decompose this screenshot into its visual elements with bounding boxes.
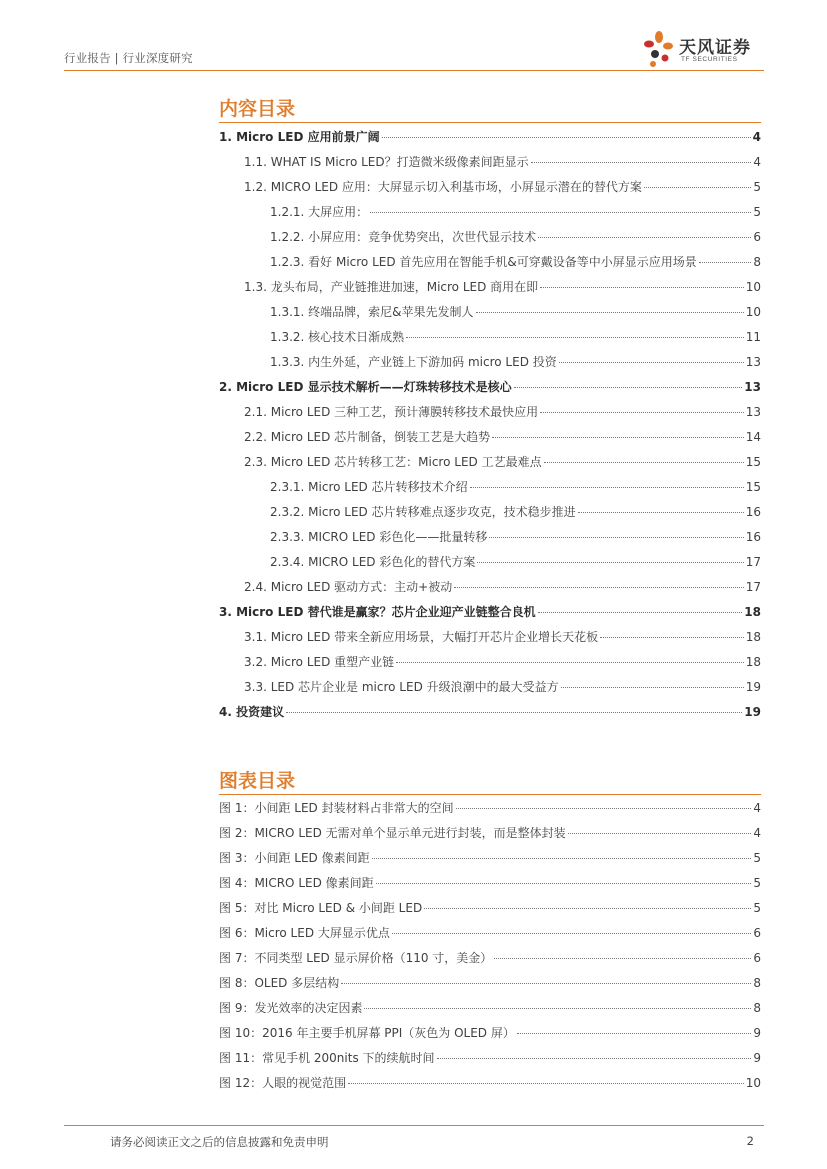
dot-leader — [540, 286, 744, 288]
entry-title: 1.2. MICRO LED 应用：大屏显示切入利基市场，小屏显示潜在的替代方案 — [244, 180, 642, 194]
figure-entry[interactable] — [219, 971, 761, 996]
entry-title: 1.1. WHAT IS Micro LED？打造微米级像素间距显示 — [244, 155, 529, 169]
entry-page-number: 11 — [745, 330, 761, 344]
dot-leader — [489, 536, 743, 538]
entry-title: 2.3. Micro LED 芯片转移工艺：Micro LED 工艺最难点 — [244, 455, 542, 469]
dot-leader — [372, 857, 752, 859]
entry-page-number: 13 — [745, 405, 761, 419]
entry-title: 4. 投资建议 — [219, 705, 285, 719]
toc-entry[interactable] — [219, 300, 761, 325]
figure-entry[interactable] — [219, 921, 761, 946]
entry-title: 图 1：小间距 LED 封装材料占非常大的空间 — [219, 801, 454, 815]
entry-page-number: 9 — [753, 1026, 761, 1040]
entry-page-number: 5 — [753, 901, 761, 915]
entry-title: 1.3.1. 终端品牌，索尼&苹果先发制人 — [270, 305, 474, 319]
toc-entry[interactable] — [219, 225, 761, 250]
toc-entry[interactable] — [219, 550, 761, 575]
entry-title: 图 6：Micro LED 大屏显示优点 — [219, 926, 390, 940]
dot-leader — [286, 711, 742, 713]
toc-entry[interactable] — [219, 325, 761, 350]
dot-leader — [492, 436, 744, 438]
dot-leader — [392, 932, 751, 934]
dot-leader — [494, 957, 751, 959]
toc-entry[interactable] — [219, 125, 761, 150]
toc-entry[interactable] — [219, 250, 761, 275]
logo-chinese-name: 天风证券 — [679, 38, 751, 58]
figures-list — [219, 796, 761, 1096]
entry-page-number: 13 — [744, 380, 761, 394]
entry-title: 2.3.3. MICRO LED 彩色化——批量转移 — [270, 530, 488, 544]
entry-page-number: 15 — [745, 455, 761, 469]
dot-leader — [476, 311, 744, 313]
figure-entry[interactable] — [219, 1021, 761, 1046]
figure-entry[interactable] — [219, 821, 761, 846]
entry-page-number: 15 — [745, 480, 761, 494]
dot-leader — [561, 686, 744, 688]
toc-entry[interactable] — [219, 275, 761, 300]
entry-title: 2.2. Micro LED 芯片制备，倒装工艺是大趋势 — [244, 430, 491, 444]
entry-page-number: 19 — [744, 705, 761, 719]
toc-entry[interactable] — [219, 425, 761, 450]
figure-entry[interactable] — [219, 896, 761, 921]
header-breadcrumb: 行业报告 | 行业深度研究 — [64, 51, 193, 65]
entry-title: 图 12：人眼的视觉范围 — [219, 1076, 347, 1090]
entry-page-number: 6 — [753, 926, 761, 940]
dot-leader — [514, 386, 743, 388]
entry-title: 3.2. Micro LED 重塑产业链 — [244, 655, 395, 669]
entry-page-number: 19 — [745, 680, 761, 694]
entry-page-number: 18 — [744, 605, 761, 619]
entry-title: 2.3.2. Micro LED 芯片转移难点逐步攻克，技术稳步推进 — [270, 505, 576, 519]
contents-title: 内容目录 — [219, 98, 296, 120]
entry-page-number: 18 — [745, 630, 761, 644]
toc-entry[interactable] — [219, 575, 761, 600]
entry-page-number: 4 — [753, 826, 761, 840]
dot-leader — [477, 561, 743, 563]
entry-title: 图 10：2016 年主要手机屏幕 PPI（灰色为 OLED 屏） — [219, 1026, 515, 1040]
contents-title-rule — [219, 122, 761, 123]
entry-title: 3.3. LED 芯片企业是 micro LED 升级浪潮中的最大受益方 — [244, 680, 559, 694]
entry-page-number: 17 — [745, 580, 761, 594]
dot-leader — [406, 336, 744, 338]
dot-leader — [348, 1082, 744, 1084]
toc-entry[interactable] — [219, 150, 761, 175]
toc-entry[interactable] — [219, 600, 761, 625]
entry-title: 图 11：常见手机 200nits 下的续航时间 — [219, 1051, 435, 1065]
entry-title: 图 7：不同类型 LED 显示屏价格（110 寸，美金） — [219, 951, 493, 965]
dot-leader — [456, 807, 752, 809]
toc-entry[interactable] — [219, 200, 761, 225]
dot-leader — [544, 461, 744, 463]
entry-page-number: 4 — [752, 130, 761, 144]
dot-leader — [538, 611, 743, 613]
page-number: 2 — [746, 1134, 754, 1148]
dot-leader — [538, 236, 751, 238]
dot-leader — [370, 211, 751, 213]
logo-english-name: TF SECURITIES — [681, 56, 738, 63]
entry-page-number: 5 — [753, 851, 761, 865]
entry-title: 2.3.1. Micro LED 芯片转移技术介绍 — [270, 480, 468, 494]
entry-title: 图 3：小间距 LED 像素间距 — [219, 851, 370, 865]
entry-page-number: 8 — [753, 255, 761, 269]
dot-leader — [531, 161, 752, 163]
company-logo — [641, 30, 761, 70]
dot-leader — [644, 186, 751, 188]
entry-title: 2. Micro LED 显示技术解析——灯珠转移技术是核心 — [219, 380, 512, 394]
entry-page-number: 8 — [753, 976, 761, 990]
dot-leader — [454, 586, 744, 588]
dot-leader — [699, 261, 752, 263]
toc-entry[interactable] — [219, 175, 761, 200]
dot-leader — [396, 661, 744, 663]
figures-title-rule — [219, 794, 761, 795]
dot-leader — [437, 1057, 752, 1059]
entry-title: 1.2.3. 看好 Micro LED 首先应用在智能手机&可穿戴设备等中小屏显示应用场景 — [270, 255, 697, 269]
entry-title: 图 9：发光效率的决定因素 — [219, 1001, 363, 1015]
dot-leader — [600, 636, 744, 638]
entry-title: 2.1. Micro LED 三种工艺，预计薄膜转移技术最快应用 — [244, 405, 539, 419]
toc-entry[interactable] — [219, 525, 761, 550]
entry-page-number: 5 — [753, 180, 761, 194]
entry-page-number: 18 — [745, 655, 761, 669]
figure-entry[interactable] — [219, 996, 761, 1021]
entry-title: 2.4. Micro LED 驱动方式：主动+被动 — [244, 580, 453, 594]
dot-leader — [578, 511, 744, 513]
toc-entry[interactable] — [219, 700, 761, 725]
entry-page-number: 17 — [745, 555, 761, 569]
toc-entry[interactable] — [219, 350, 761, 375]
entry-title: 1.3.2. 核心技术日渐成熟 — [270, 330, 405, 344]
entry-page-number: 13 — [745, 355, 761, 369]
entry-page-number: 16 — [745, 505, 761, 519]
figure-entry[interactable] — [219, 846, 761, 871]
toc-entry[interactable] — [219, 500, 761, 525]
entry-title: 1.2.1. 大屏应用： — [270, 205, 369, 219]
contents-list — [219, 125, 761, 725]
entry-page-number: 10 — [745, 1076, 761, 1090]
toc-entry[interactable] — [219, 675, 761, 700]
toc-entry[interactable] — [219, 400, 761, 425]
dot-leader — [568, 832, 752, 834]
dot-leader — [376, 882, 752, 884]
toc-entry[interactable] — [219, 650, 761, 675]
entry-title: 1. Micro LED 应用前景广阔 — [219, 130, 380, 144]
toc-entry[interactable] — [219, 475, 761, 500]
entry-page-number: 16 — [745, 530, 761, 544]
dot-leader — [559, 361, 744, 363]
entry-title: 1.2.2. 小屏应用：竞争优势突出，次世代显示技术 — [270, 230, 537, 244]
footer-disclaimer: 请务必阅读正文之后的信息披露和免责申明 — [110, 1135, 329, 1149]
entry-title: 图 8：OLED 多层结构 — [219, 976, 340, 990]
entry-title: 图 2：MICRO LED 无需对单个显示单元进行封装，而是整体封装 — [219, 826, 566, 840]
entry-page-number: 4 — [753, 801, 761, 815]
figure-entry[interactable] — [219, 946, 761, 971]
entry-title: 图 4：MICRO LED 像素间距 — [219, 876, 374, 890]
entry-page-number: 14 — [745, 430, 761, 444]
figure-entry[interactable] — [219, 796, 761, 821]
entry-page-number: 6 — [753, 951, 761, 965]
figure-entry[interactable] — [219, 1046, 761, 1071]
entry-page-number: 9 — [753, 1051, 761, 1065]
entry-title: 图 5：对比 Micro LED & 小间距 LED — [219, 901, 423, 915]
figure-entry[interactable] — [219, 1071, 761, 1096]
entry-title: 2.3.4. MICRO LED 彩色化的替代方案 — [270, 555, 476, 569]
figure-entry[interactable] — [219, 871, 761, 896]
toc-entry[interactable] — [219, 375, 761, 400]
entry-page-number: 4 — [753, 155, 761, 169]
entry-page-number: 5 — [753, 205, 761, 219]
entry-title: 3. Micro LED 替代谁是赢家？芯片企业迎产业链整合良机 — [219, 605, 536, 619]
logo-petals-icon — [641, 30, 677, 70]
entry-title: 1.3. 龙头布局，产业链推进加速，Micro LED 商用在即 — [244, 280, 539, 294]
entry-page-number: 6 — [753, 230, 761, 244]
dot-leader — [341, 982, 751, 984]
entry-page-number: 5 — [753, 876, 761, 890]
dot-leader — [382, 136, 751, 138]
dot-leader — [470, 486, 744, 488]
entry-title: 1.3.3. 内生外延，产业链上下游加码 micro LED 投资 — [270, 355, 557, 369]
entry-page-number: 10 — [745, 305, 761, 319]
header-divider — [64, 70, 764, 71]
toc-entry[interactable] — [219, 625, 761, 650]
entry-page-number: 8 — [753, 1001, 761, 1015]
figures-title: 图表目录 — [219, 770, 296, 792]
toc-entry[interactable] — [219, 450, 761, 475]
entry-title: 3.1. Micro LED 带来全新应用场景，大幅打开芯片企业增长天花板 — [244, 630, 599, 644]
dot-leader — [517, 1032, 752, 1034]
dot-leader — [540, 411, 744, 413]
dot-leader — [424, 907, 751, 909]
dot-leader — [364, 1007, 751, 1009]
entry-page-number: 10 — [745, 280, 761, 294]
footer-divider — [64, 1125, 764, 1126]
